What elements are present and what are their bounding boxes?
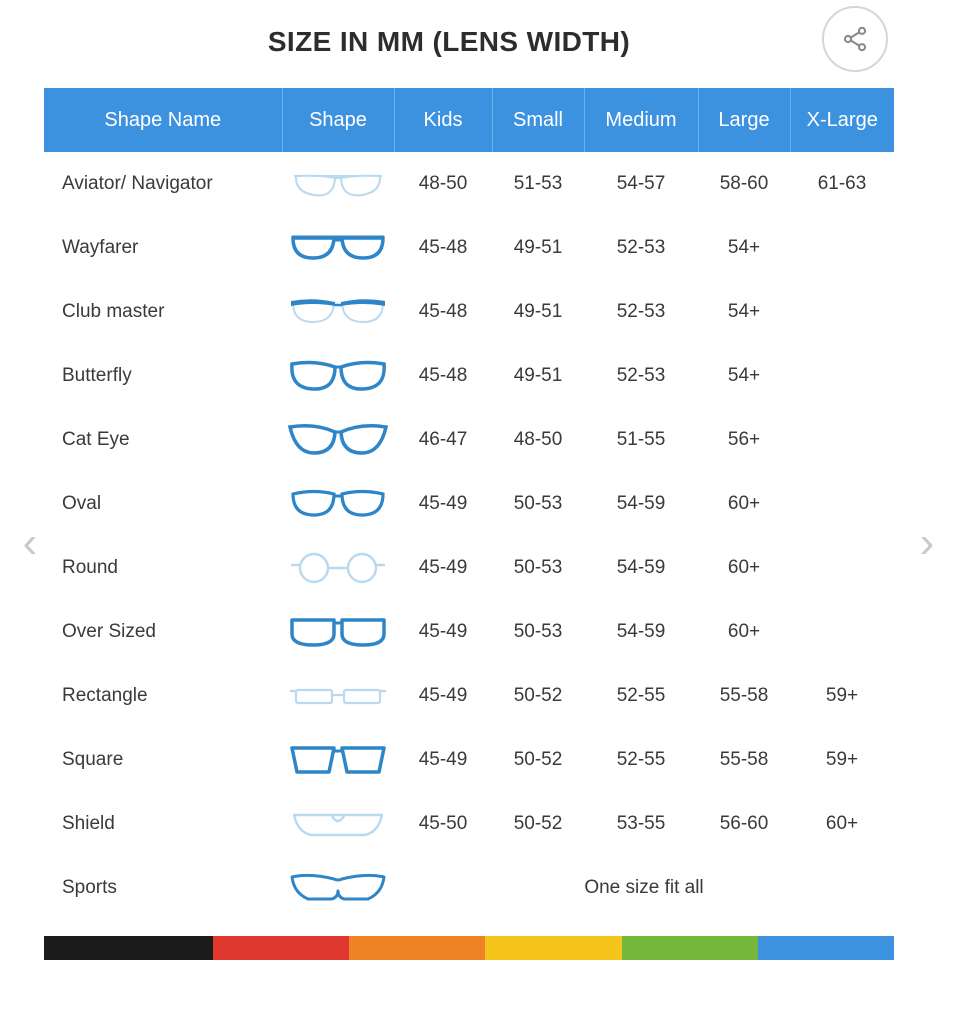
- size-xlarge: [790, 408, 894, 472]
- table-body: [44, 152, 894, 920]
- size-small: 51-53: [513, 173, 563, 194]
- size-xlarge: [790, 600, 894, 664]
- table-row: [44, 856, 894, 920]
- share-icon[interactable]: [822, 6, 888, 72]
- table-row: [44, 600, 894, 664]
- size-kids: 45-49: [418, 621, 468, 642]
- table-row: [44, 216, 894, 280]
- page-title: SIZE IN MM (LENS WIDTH): [267, 26, 631, 57]
- size-small: 50-53: [513, 557, 563, 578]
- wayfarer-glasses-icon: [282, 216, 394, 280]
- color-swatch-blue: [758, 936, 894, 960]
- table-row: [44, 344, 894, 408]
- table-row: [44, 152, 894, 216]
- table-row: [44, 728, 894, 792]
- size-kids: 45-48: [418, 237, 468, 258]
- size-large: 55-58: [719, 749, 769, 770]
- size-large: 54+: [727, 237, 761, 258]
- size-large: 54+: [727, 365, 761, 386]
- size-xlarge: [790, 472, 894, 536]
- size-small: 49-51: [513, 365, 563, 386]
- oval-glasses-icon: [282, 472, 394, 536]
- shape-name: Round: [62, 557, 118, 578]
- color-swatch-red: [213, 936, 349, 960]
- size-xlarge: [790, 344, 894, 408]
- shape-name: Wayfarer: [62, 237, 139, 258]
- size-large: 55-58: [719, 685, 769, 706]
- table-row: [44, 472, 894, 536]
- size-large: 54+: [727, 301, 761, 322]
- round-glasses-icon: [282, 536, 394, 600]
- column-header-shape: Shape: [282, 88, 394, 152]
- table-header-row: [44, 88, 894, 152]
- shape-name: Over Sized: [62, 621, 156, 642]
- size-kids: 45-48: [418, 301, 468, 322]
- shape-name: Sports: [62, 877, 117, 898]
- column-header-small: Small: [492, 88, 584, 152]
- size-small: 50-52: [513, 685, 563, 706]
- size-kids: 45-49: [418, 749, 468, 770]
- shape-name: Club master: [62, 301, 165, 322]
- carousel-next-arrow[interactable]: ›: [919, 518, 935, 567]
- butterfly-glasses-icon: [282, 344, 394, 408]
- size-medium: 52-53: [616, 301, 666, 322]
- shield-glasses-icon: [282, 792, 394, 856]
- size-kids: 45-49: [418, 685, 468, 706]
- column-header-shape-name: Shape Name: [44, 88, 282, 152]
- color-strip: [44, 936, 894, 960]
- size-xlarge: [790, 216, 894, 280]
- clubmaster-glasses-icon: [282, 280, 394, 344]
- size-small: 50-52: [513, 749, 563, 770]
- size-small: 49-51: [513, 301, 563, 322]
- size-xlarge: 59+: [825, 749, 859, 770]
- size-chart-card: [44, 0, 894, 1024]
- color-swatch-yellow: [485, 936, 621, 960]
- size-large: 60+: [727, 493, 761, 514]
- color-swatch-orange: [349, 936, 485, 960]
- size-small: 50-53: [513, 621, 563, 642]
- aviator-glasses-icon: [282, 152, 394, 216]
- size-xlarge: [790, 280, 894, 344]
- table-row: [44, 792, 894, 856]
- shape-name: Square: [62, 749, 124, 770]
- one-size-note: One size fit all: [584, 877, 704, 898]
- column-header-xlarge: X-Large: [790, 88, 894, 152]
- size-large: 60+: [727, 557, 761, 578]
- shape-name: Aviator/ Navigator: [62, 173, 213, 194]
- size-small: 49-51: [513, 237, 563, 258]
- shape-name: Shield: [62, 813, 115, 834]
- column-header-large: Large: [698, 88, 790, 152]
- size-medium: 54-59: [616, 621, 666, 642]
- size-medium: 54-59: [616, 493, 666, 514]
- oversized-glasses-icon: [282, 600, 394, 664]
- column-header-medium: Medium: [584, 88, 698, 152]
- size-kids: 48-50: [418, 173, 468, 194]
- size-small: 50-52: [513, 813, 563, 834]
- shape-name: Rectangle: [62, 685, 148, 706]
- size-kids: 46-47: [418, 429, 468, 450]
- shape-name: Cat Eye: [62, 429, 130, 450]
- cateye-glasses-icon: [282, 408, 394, 472]
- square-glasses-icon: [282, 728, 394, 792]
- size-kids: 45-48: [418, 365, 468, 386]
- size-table: [44, 88, 894, 920]
- size-kids: 45-49: [418, 493, 468, 514]
- size-large: 60+: [727, 621, 761, 642]
- size-medium: 54-57: [616, 173, 666, 194]
- size-medium: 52-55: [616, 749, 666, 770]
- sports-glasses-icon: [282, 856, 394, 920]
- size-large: 56-60: [719, 813, 769, 834]
- size-medium: 51-55: [616, 429, 666, 450]
- size-xlarge: 59+: [825, 685, 859, 706]
- size-medium: 52-53: [616, 365, 666, 386]
- size-medium: 52-55: [616, 685, 666, 706]
- size-xlarge: 61-63: [817, 173, 867, 194]
- size-medium: 54-59: [616, 557, 666, 578]
- size-xlarge: 60+: [825, 813, 859, 834]
- size-medium: 52-53: [616, 237, 666, 258]
- table-row: [44, 280, 894, 344]
- size-small: 50-53: [513, 493, 563, 514]
- table-row: [44, 536, 894, 600]
- shape-name: Butterfly: [62, 365, 132, 386]
- color-swatch-black: [44, 936, 213, 960]
- column-header-kids: Kids: [394, 88, 492, 152]
- size-kids: 45-50: [418, 813, 468, 834]
- shape-name: Oval: [62, 493, 102, 514]
- color-swatch-green: [622, 936, 758, 960]
- size-large: 58-60: [719, 173, 769, 194]
- size-large: 56+: [727, 429, 761, 450]
- size-medium: 53-55: [616, 813, 666, 834]
- carousel-prev-arrow[interactable]: ‹: [22, 518, 38, 567]
- size-xlarge: [790, 536, 894, 600]
- size-small: 48-50: [513, 429, 563, 450]
- size-kids: 45-49: [418, 557, 468, 578]
- table-row: [44, 408, 894, 472]
- rectangle-glasses-icon: [282, 664, 394, 728]
- table-row: [44, 664, 894, 728]
